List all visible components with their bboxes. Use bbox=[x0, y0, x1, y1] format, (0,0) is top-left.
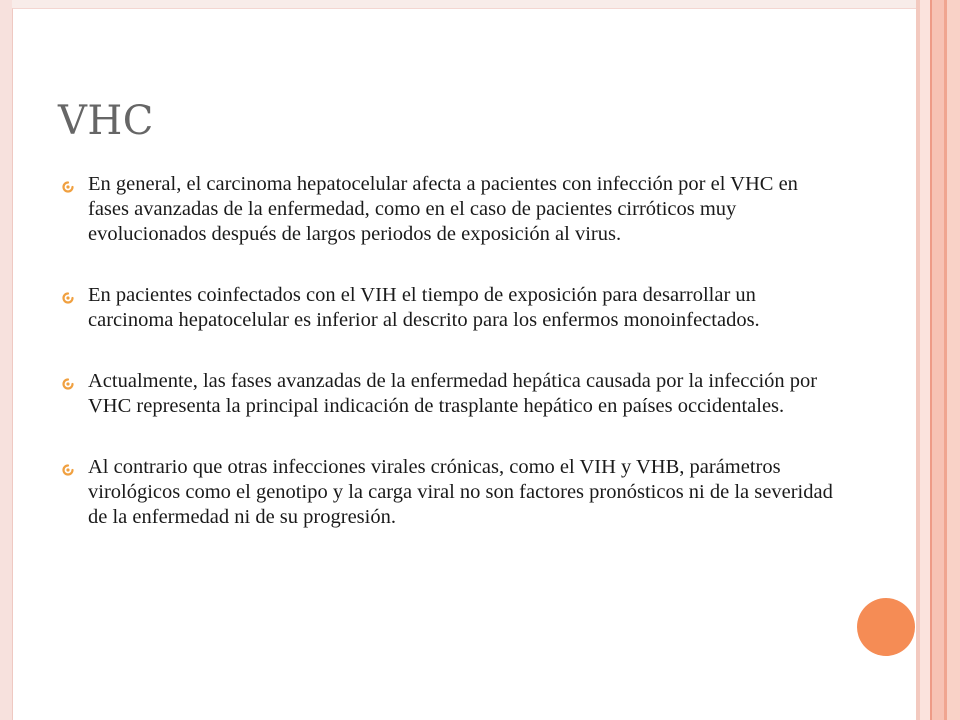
decorative-stripes bbox=[916, 0, 960, 720]
bullet-item bbox=[62, 283, 842, 333]
bullet-text: En pacientes coinfectados con el VIH el tiempo de exposición para desarrollar un carcinoma hepatocelular es inferior al descrito para los enfermos monoinfectados. bbox=[88, 284, 760, 331]
bullet-item bbox=[62, 369, 842, 419]
stripe bbox=[920, 0, 930, 720]
bullet-text: Actualmente, las fases avanzadas de la enfermedad hepática causada por la infección por VHC representa la principal indicación de trasplante hepático en países occidentales. bbox=[88, 370, 818, 417]
slide-title: VHC bbox=[58, 98, 154, 144]
stripe bbox=[947, 0, 960, 720]
decorative-circle bbox=[857, 598, 915, 656]
frame-left bbox=[0, 0, 12, 720]
curl-bullet-icon bbox=[62, 181, 74, 193]
curl-bullet-icon bbox=[62, 292, 74, 304]
bullet-item bbox=[62, 455, 842, 530]
frame-top bbox=[0, 0, 960, 8]
bullet-item bbox=[62, 172, 842, 247]
stripe bbox=[932, 0, 944, 720]
curl-bullet-icon bbox=[62, 464, 74, 476]
bullet-text: En general, el carcinoma hepatocelular afecta a pacientes con infección por el VHC en fases avanzadas de la enfermedad, como en el caso de pacientes cirróticos muy evolucionados después de largos periodos de exposición al virus. bbox=[88, 173, 798, 245]
bullet-text: Al contrario que otras infecciones virales crónicas, como el VIH y VHB, parámetros virológicos como el genotipo y la carga viral no son factores pronósticos ni de la severidad de la enfermedad ni de su progresión. bbox=[88, 456, 833, 528]
curl-bullet-icon bbox=[62, 378, 74, 390]
bullet-list bbox=[62, 172, 842, 566]
